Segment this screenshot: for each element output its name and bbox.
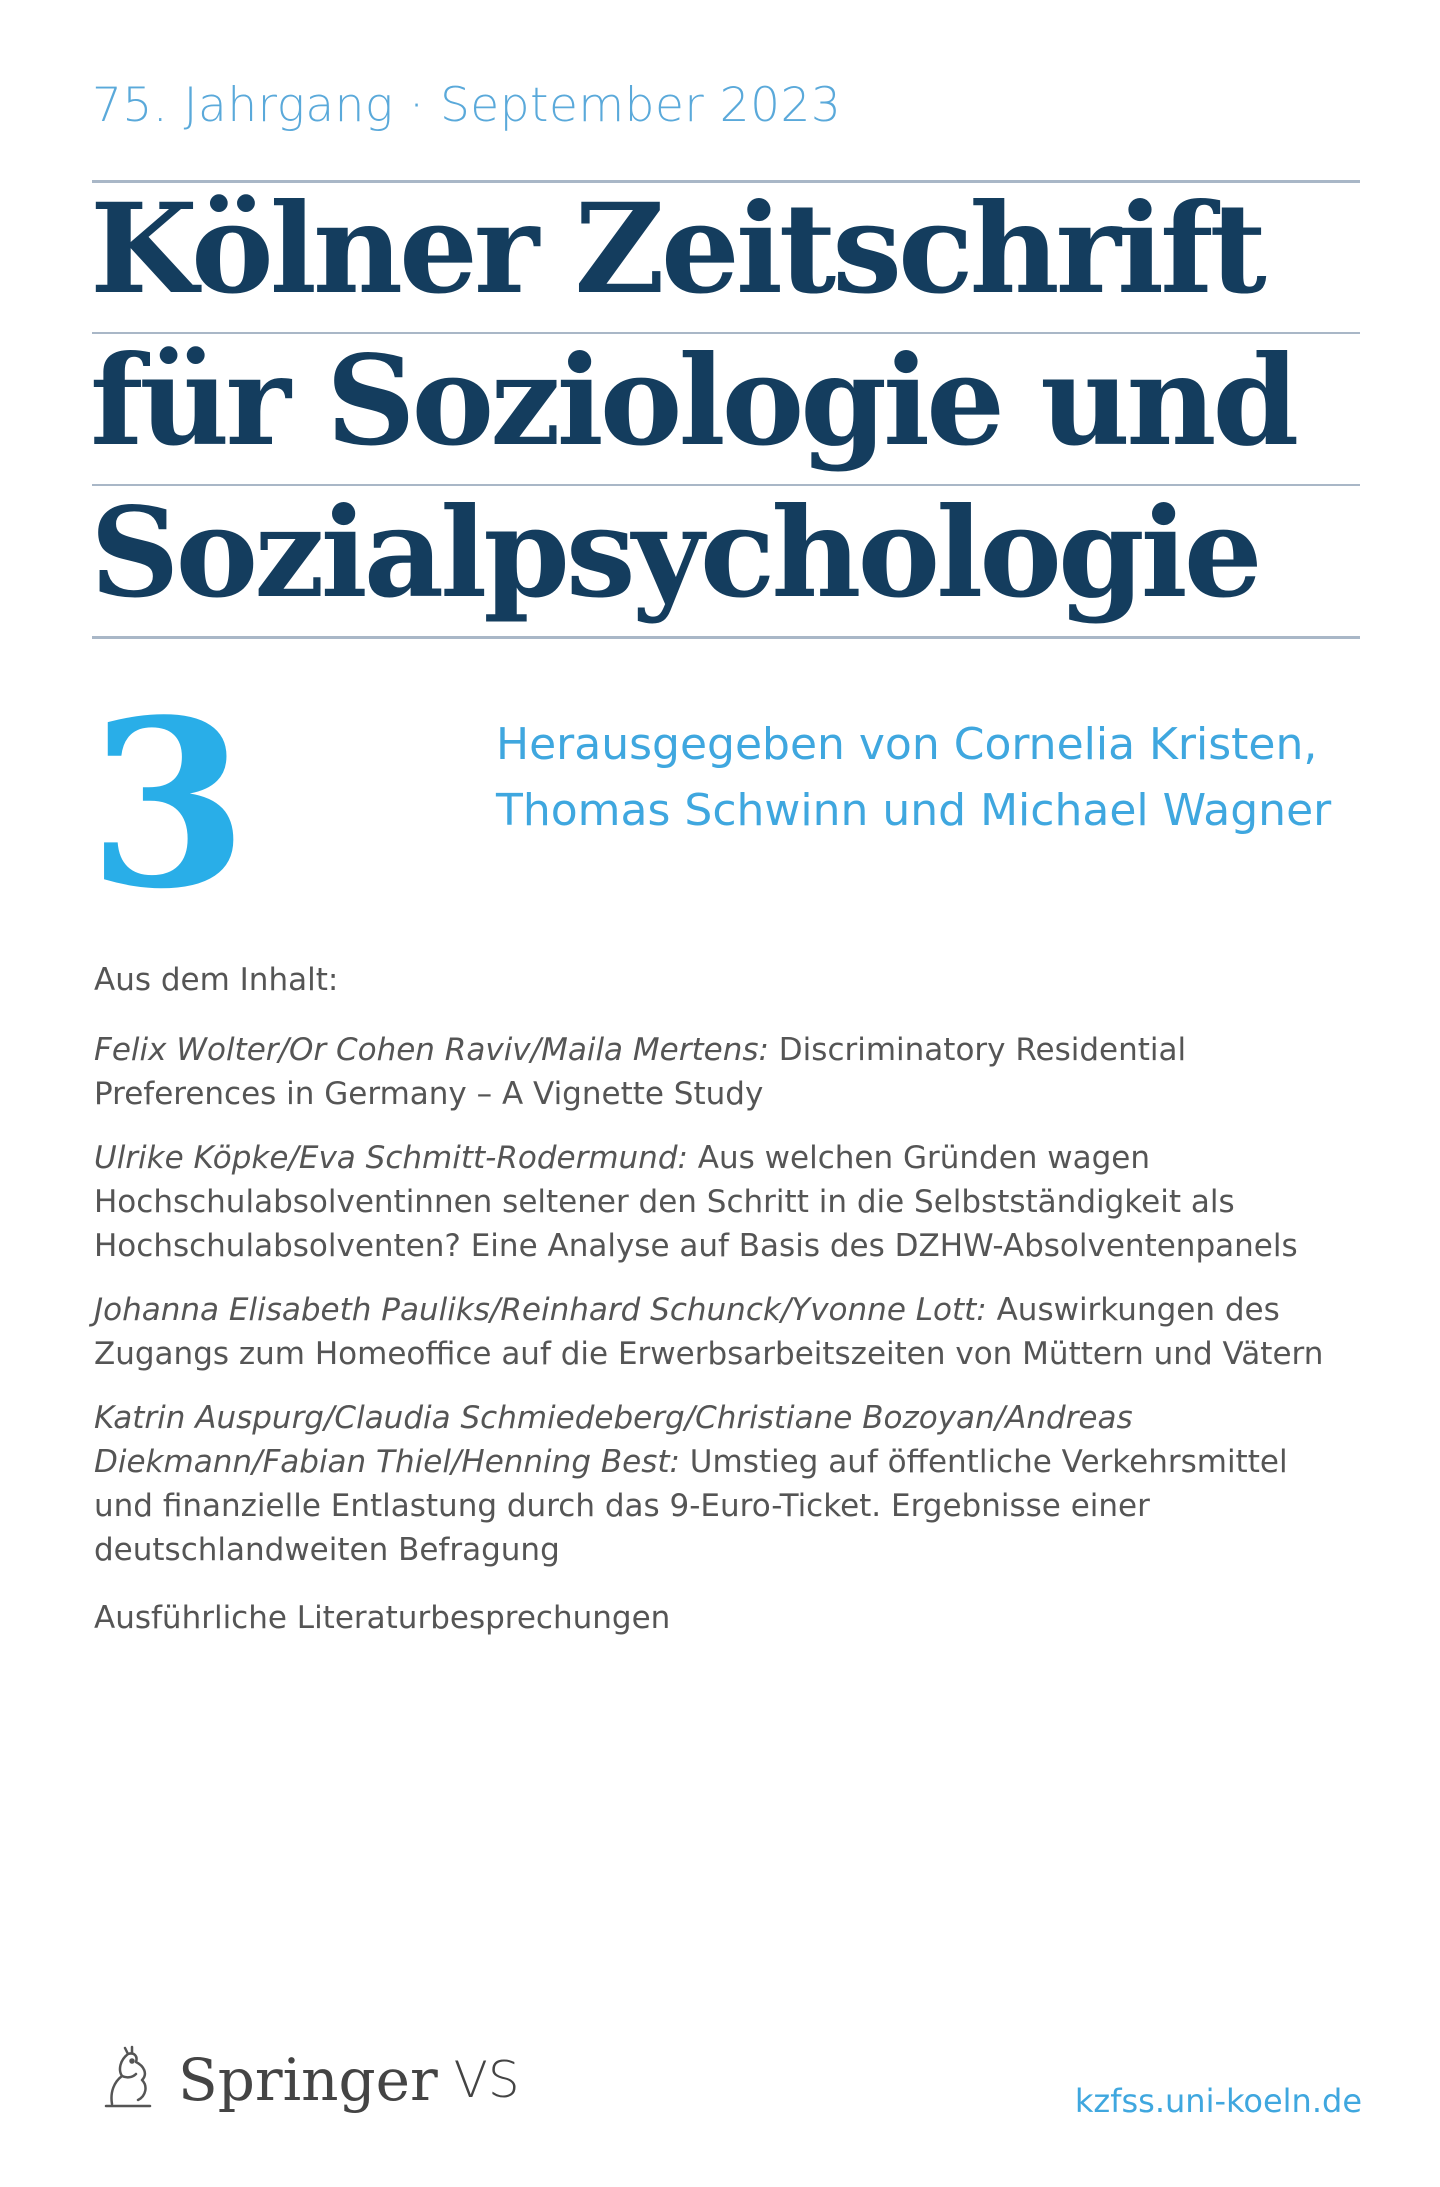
- contents-label: Aus dem Inhalt:: [94, 962, 339, 998]
- publisher-name: Springer: [178, 2046, 438, 2114]
- title-line-3: Sozialpsychologie: [90, 481, 1259, 626]
- entry-title: Umstieg auf öffentliche Verkehrsmittel und finanzielle Entlastung durch das 9-Euro-Ticket. Ergebnisse einer deutschlandweiten Befragung: [94, 1444, 1288, 1568]
- entry-title: Discriminatory Residential Preferences in Germany – A Vignette Study: [94, 1032, 1187, 1112]
- editors-line-2: Thomas Schwinn und Michael Wagner: [496, 785, 1332, 836]
- issue-number: 3: [88, 670, 249, 940]
- website-url[interactable]: kzfss.uni-koeln.de: [1074, 2082, 1362, 2120]
- title-line-2: für Soziologie und: [90, 329, 1296, 474]
- publisher-logo: [92, 2030, 520, 2130]
- contents-entry-1: [94, 1028, 1334, 1116]
- table-of-contents: [94, 960, 1334, 1640]
- entry-authors: Ulrike Köpke/Eva Schmitt-Rodermund:: [94, 1140, 688, 1176]
- entry-authors: Johanna Elisabeth Pauliks/Reinhard Schunck/Yvonne Lott:: [94, 1292, 987, 1328]
- contents-extra: Ausführliche Literaturbesprechungen: [94, 1600, 671, 1636]
- title-rule-bottom: [92, 636, 1360, 639]
- issue-line: 75. Jahrgang · September 2023: [92, 78, 842, 133]
- entry-title: Auswirkungen des Zugangs zum Homeoffice auf die Erwerbsarbeitszeiten von Müttern und Vätern: [94, 1292, 1324, 1372]
- entry-authors: Katrin Auspurg/Claudia Schmiedeberg/Christiane Bozoyan/Andreas Diekmann/Fabian Thiel/Henning Best:: [94, 1400, 1133, 1480]
- editors: [496, 712, 1331, 844]
- springer-horse-icon: [92, 2044, 164, 2116]
- contents-entry-2: [94, 1136, 1334, 1268]
- entry-title: Aus welchen Gründen wagen Hochschulabsolventinnen seltener den Schritt in die Selbstständigkeit als Hochschulabsolventen? Eine Analyse auf Basis des DZHW-Absolventenpanels: [94, 1140, 1298, 1264]
- publisher-suffix: VS: [453, 2051, 520, 2109]
- contents-entry-4: [94, 1396, 1334, 1572]
- editors-line-1: Herausgegeben von Cornelia Kristen,: [496, 719, 1318, 770]
- title-line-1: Kölner Zeitschrift: [90, 177, 1263, 322]
- contents-entry-3: [94, 1288, 1334, 1376]
- entry-authors: Felix Wolter/Or Cohen Raviv/Maila Mertens:: [94, 1032, 769, 1068]
